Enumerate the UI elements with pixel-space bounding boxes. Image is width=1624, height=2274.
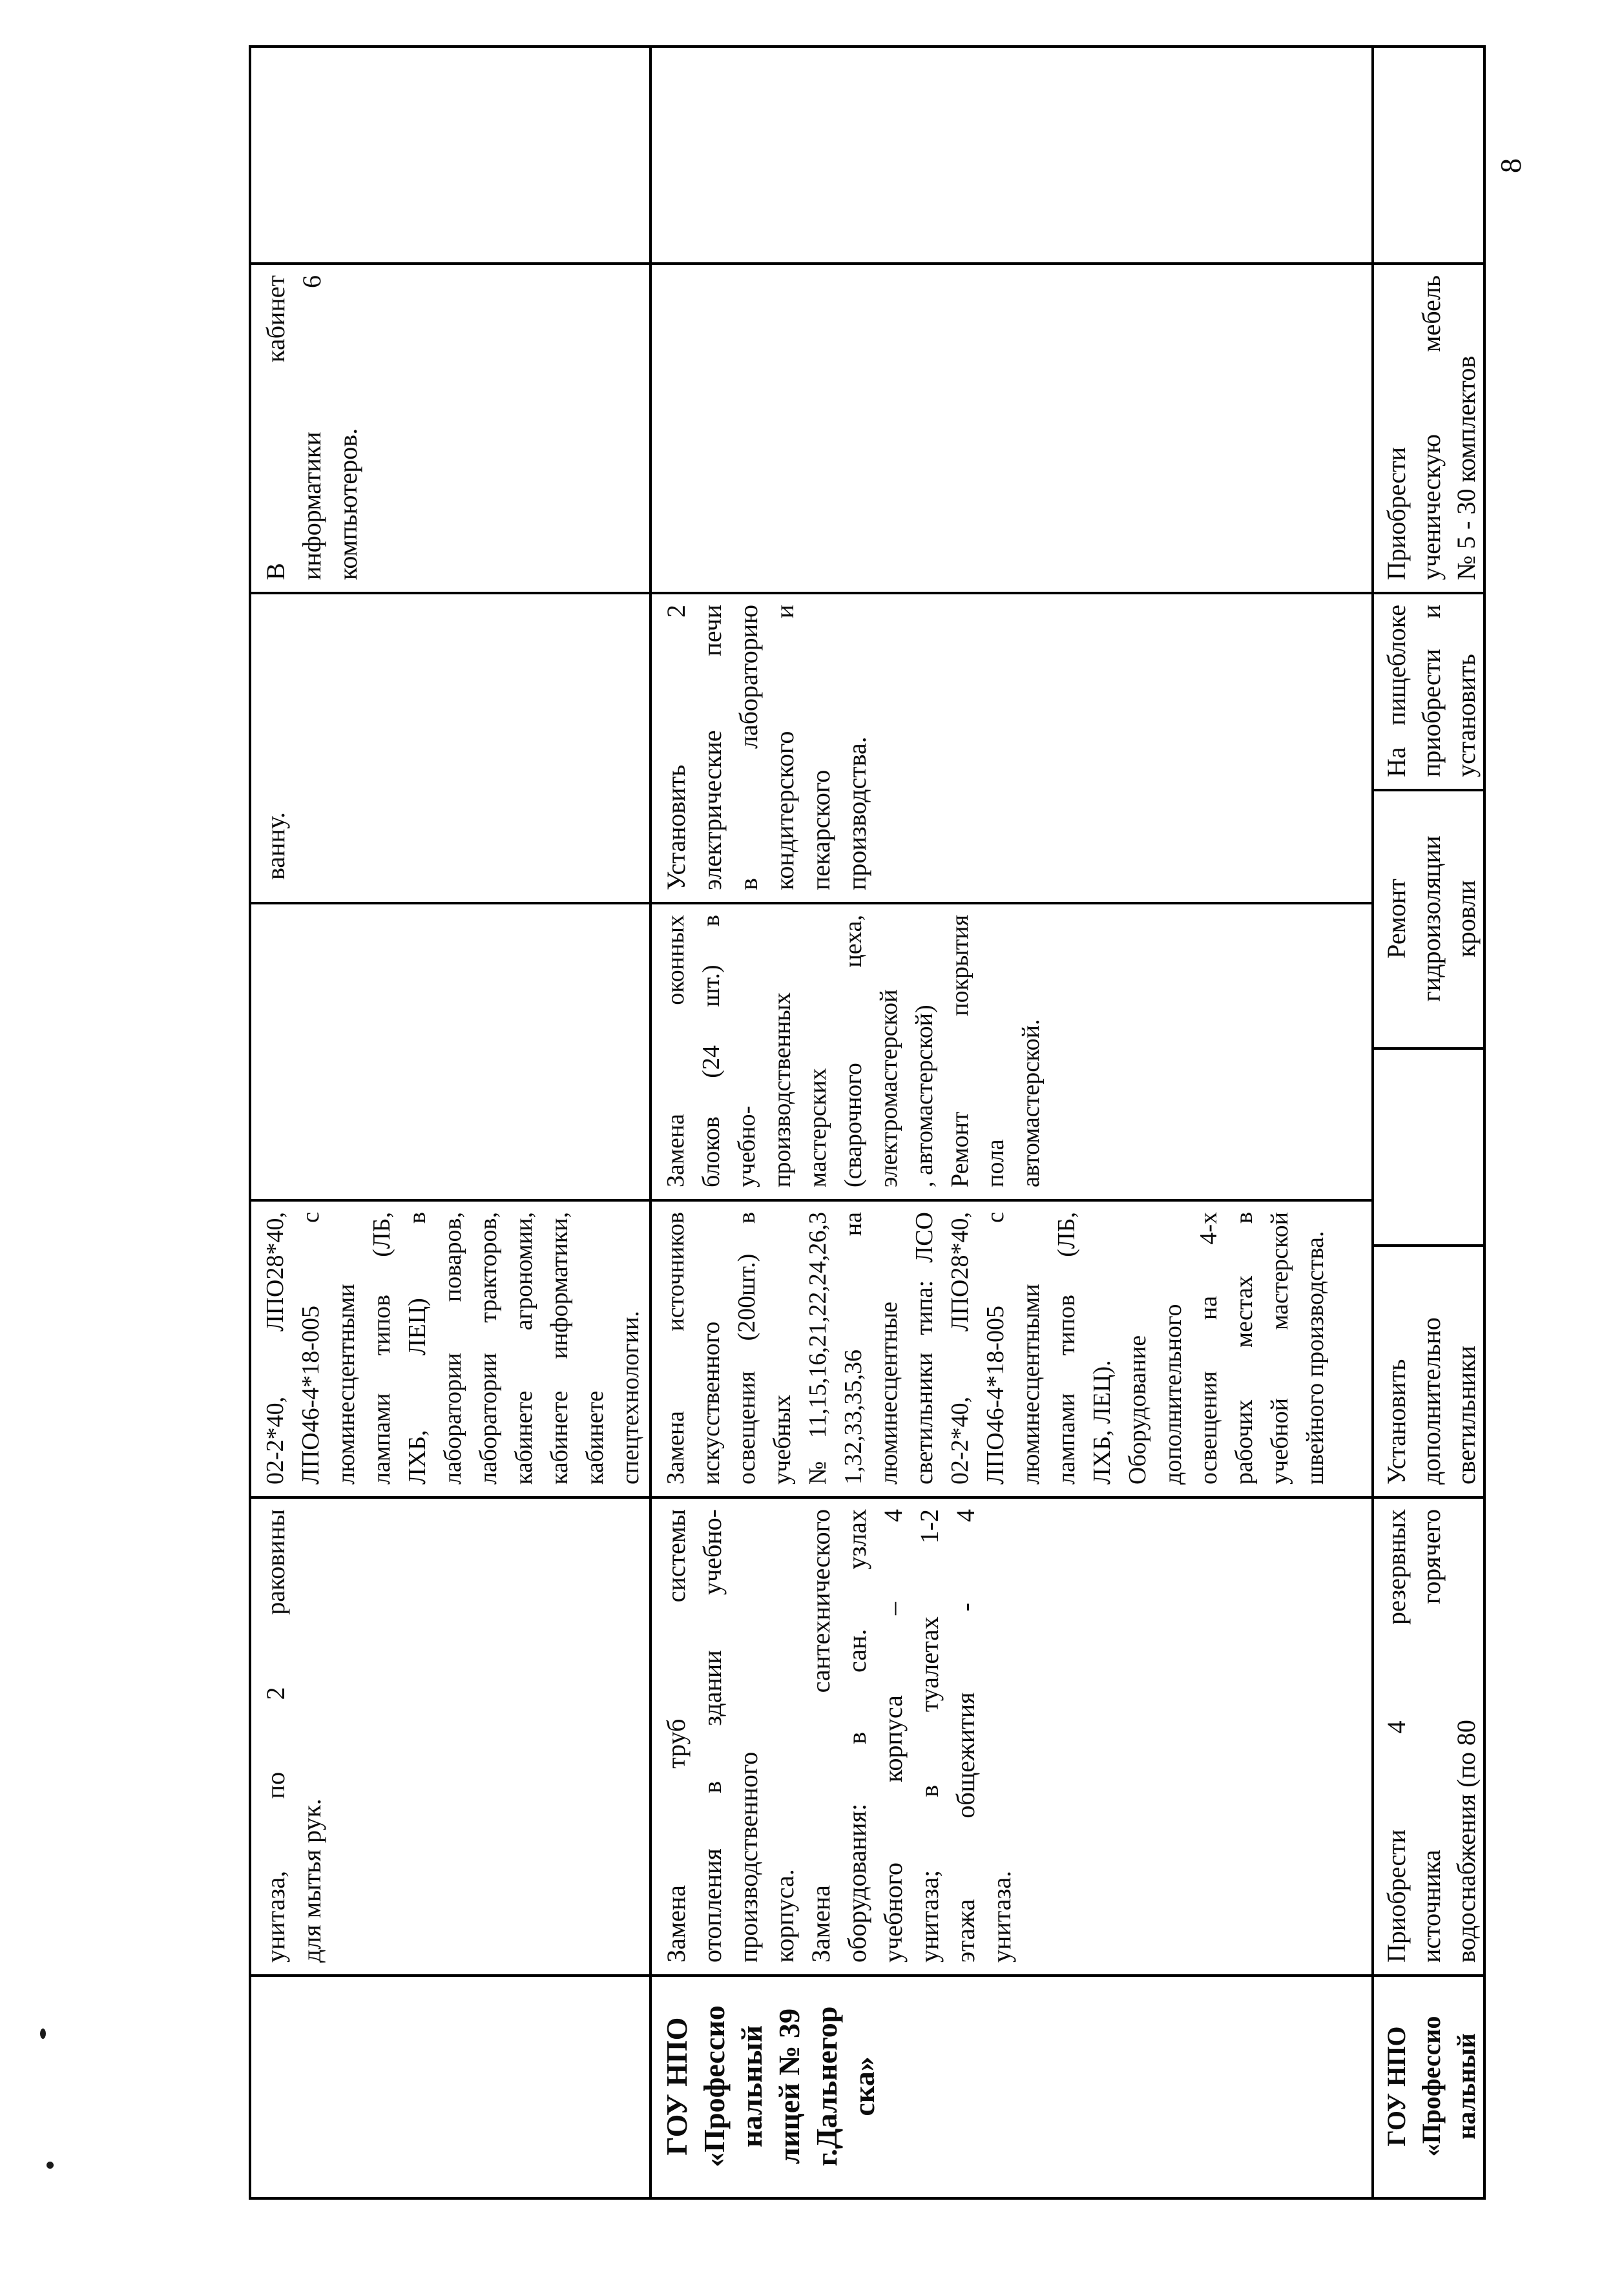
text-line: дополнительного <box>1160 1304 1187 1485</box>
text-line: Замена источников <box>662 1212 689 1485</box>
text-line: электрические печи <box>698 605 727 890</box>
text-line: ска» <box>848 2056 880 2116</box>
cell-rowA-col4 <box>251 902 652 1199</box>
cell-rowA-col6 <box>251 262 652 592</box>
cell-rowA-col1 <box>251 1974 652 2197</box>
cell-rowB-col5 <box>652 592 1374 902</box>
text-line: информатики 6 <box>297 275 326 580</box>
text-line: №11,15,16,21,22,24,26,3 <box>804 1212 831 1485</box>
text-line: Ремонт <box>1382 879 1411 959</box>
text-line: кабинете <box>581 1390 609 1485</box>
text-line: Приобрести 4 резервных <box>1382 1509 1411 1963</box>
text-line: спецтехнологии. <box>617 1311 644 1485</box>
cell-rowB-institution <box>652 1974 1374 2197</box>
cell-rowC-col7 <box>1374 262 1486 592</box>
cell-rowA-col3 <box>251 1199 652 1496</box>
text-line: На пищеблоке <box>1382 605 1411 777</box>
text-line: автомастерской. <box>1017 1019 1045 1187</box>
text-line: учебно- <box>733 1105 760 1187</box>
text-line: пекарского <box>806 769 835 890</box>
scan-speck <box>40 2029 46 2039</box>
cell-rowA-col2 <box>251 1496 652 1974</box>
text-line: водоснабжения (по 80 <box>1452 1720 1481 1963</box>
text-line: Приобрести <box>1382 446 1411 580</box>
text-line: учебной мастерской <box>1266 1212 1293 1485</box>
cell-rowA-col7 <box>251 45 652 262</box>
page-number: 8 <box>1494 158 1527 173</box>
text-line: нальный <box>735 2025 768 2147</box>
text-line: учебных <box>769 1394 796 1485</box>
text-line: кровли <box>1452 880 1481 957</box>
cell-rowB-col2 <box>652 1496 1374 1974</box>
text-line: Замена труб системы <box>661 1509 691 1963</box>
text-line: люминесцентными <box>1017 1284 1045 1485</box>
text-line: этажа общежития - 4 <box>951 1509 980 1963</box>
text-line: 02-2*40, ЛПО28*40, <box>946 1212 973 1485</box>
text-line: Замена сантехнического <box>806 1509 835 1963</box>
cell-rowB-col6 <box>652 262 1374 592</box>
text-line: В кабинет <box>261 275 290 580</box>
text-line: электромастерской <box>875 989 902 1187</box>
text-line: ЛХБ, ЛЕЦ) в <box>404 1212 431 1485</box>
text-line: «Профессио <box>1417 2016 1446 2157</box>
text-line: , автомастерской) <box>911 1005 938 1187</box>
text-line: производства. <box>842 736 871 890</box>
text-line: Установить 2 <box>661 605 691 890</box>
text-line: в лабораторию <box>734 605 763 890</box>
text-line: ванну. <box>261 812 290 880</box>
text-line: лаборатории тракторов, <box>475 1212 502 1485</box>
text-line: отопления в здании учебно- <box>698 1509 727 1963</box>
cell-rowC-institution <box>1374 1974 1486 2197</box>
text-line: швейного производства. <box>1302 1231 1329 1485</box>
text-line: лампами типов (ЛБ, <box>368 1212 395 1485</box>
text-line: компьютеров. <box>333 428 362 580</box>
text-line: приобрести и <box>1417 605 1446 777</box>
text-line: установить <box>1452 654 1481 777</box>
text-line: Замена оконных <box>662 915 689 1187</box>
text-line: лицей № 39 <box>773 2008 806 2164</box>
cell-rowC-col8 <box>1374 45 1486 262</box>
text-line: лаборатории поваров, <box>439 1212 466 1485</box>
text-line: (сварочного цеха, <box>840 915 867 1187</box>
text-line: 1,32,33,35,36 на <box>840 1212 867 1485</box>
text-line: ЛПО46-4*18-005 с <box>297 1212 324 1485</box>
text-line: кондитерского и <box>770 605 799 890</box>
cell-rowB-col4 <box>652 902 1374 1199</box>
text-line: кабинете информатики, <box>546 1212 573 1485</box>
cell-rowB-col3 <box>652 1199 1374 1496</box>
text-line: блоков (24 шт.) в <box>698 915 725 1187</box>
text-line: ЛХБ, ЛЕЦ). <box>1088 1360 1116 1485</box>
text-line: источника горячего <box>1417 1509 1446 1963</box>
text-line: унитаза. <box>987 1870 1016 1963</box>
text-line: унитаза, по 2 раковины <box>261 1509 290 1963</box>
text-line: Ремонт покрытия <box>946 915 973 1187</box>
text-line: освещения (200шт.) в <box>733 1212 760 1485</box>
cell-rowC-col4 <box>1374 1047 1486 1244</box>
text-line: светильники <box>1452 1346 1481 1485</box>
cell-rowC-col6 <box>1374 592 1486 789</box>
text-line: рабочих местах в <box>1231 1212 1258 1485</box>
cell-rowC-col5 <box>1374 789 1486 1047</box>
text-line: учебного корпуса – 4 <box>879 1509 908 1963</box>
text-line: нальный <box>1452 2033 1481 2140</box>
text-line: лампами типов (ЛБ, <box>1053 1212 1080 1485</box>
text-line: освещения на 4-х <box>1195 1212 1222 1485</box>
cell-rowC-col2 <box>1374 1496 1486 1974</box>
text-line: дополнительно <box>1417 1317 1446 1485</box>
text-line: светильники типа: ЛСО <box>911 1212 938 1485</box>
text-line: мастерских <box>804 1068 831 1187</box>
text-line: г.Дальнегор <box>810 2006 843 2167</box>
scan-speck <box>47 2162 54 2169</box>
text-line: производственных <box>769 992 796 1187</box>
text-line: унитаза; в туалетах 1-2 <box>915 1509 944 1963</box>
text-line: «Профессио <box>698 2005 731 2167</box>
cell-rowC-col3 <box>1374 1244 1486 1496</box>
text-line: ЛПО46-4*18-005 с <box>982 1212 1009 1485</box>
cell-rowB-col7 <box>652 45 1374 262</box>
text-line: № 5 - 30 комплектов <box>1452 355 1481 580</box>
text-line: гидроизоляции <box>1417 835 1446 1002</box>
text-line: ученическую мебель <box>1417 275 1446 580</box>
text-line: люминесцентными <box>333 1284 360 1485</box>
repair-plan-table <box>249 45 1486 2200</box>
text-line: ГОУ НПО <box>1382 2026 1411 2147</box>
cell-rowA-col5 <box>251 592 652 902</box>
text-line: 02-2*40, ЛПО28*40, <box>262 1212 289 1485</box>
text-line: оборудования: в сан. узлах <box>842 1509 871 1963</box>
text-line: Установить <box>1382 1359 1411 1485</box>
text-line: Оборудование <box>1124 1335 1151 1485</box>
text-line: корпуса. <box>770 1869 799 1963</box>
text-line: ГОУ НПО <box>660 2017 693 2156</box>
text-line: для мытья рук. <box>297 1799 326 1963</box>
text-line: кабинете агрономии, <box>510 1212 537 1485</box>
text-line: производственного <box>734 1751 763 1963</box>
text-line: люминесцентные <box>875 1301 902 1485</box>
text-line: искусственного <box>698 1321 725 1485</box>
text-line: пола <box>982 1139 1009 1187</box>
